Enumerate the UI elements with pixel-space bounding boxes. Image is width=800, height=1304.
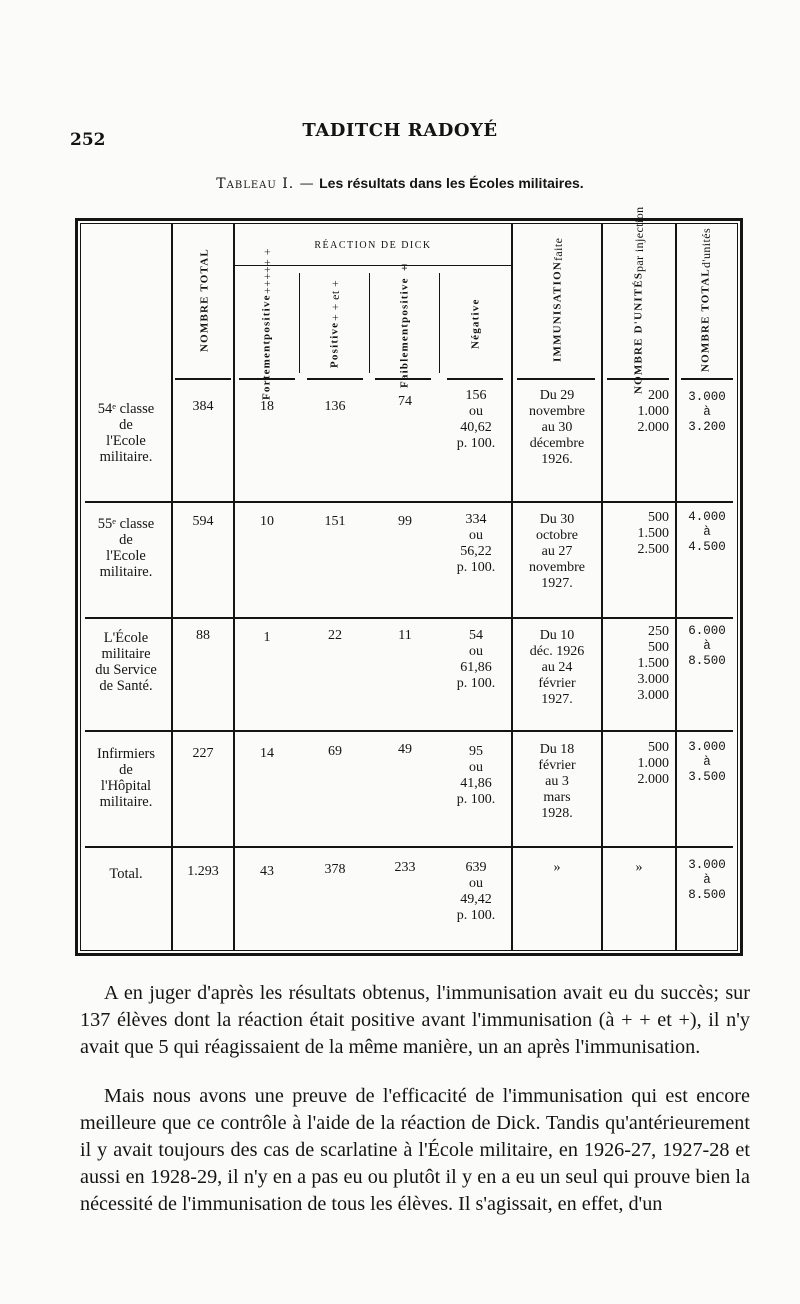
cell-fortement: 43 bbox=[260, 864, 274, 879]
cell-positive: 151 bbox=[324, 514, 346, 529]
header-positive-line1: Positive bbox=[328, 321, 341, 368]
cell-unites: 500 1.000 2.000 bbox=[637, 740, 669, 787]
cell-unites: 200 1.000 2.000 bbox=[637, 388, 669, 435]
header-unites-line1: NOMBRE D'UNITÉS bbox=[632, 271, 645, 394]
cell-total: 88 bbox=[196, 628, 210, 643]
cell-total: 227 bbox=[192, 746, 214, 761]
body-paragraph-2: Mais nous avons une preuve de l'efficacité de l'immunisation qui est encore meilleure que ce contrôle à l'aide de la réaction de Dick. Tandis qu'antérieurement il y avait toujours des cas de scarlatine à l'École militaire, en 1926-27, 1927-28 et aussi en 1928-29, il n'y en a pas eu ou plutôt il y en a eu un seul qui prouve bien la nécessité de l'immunisation de tous les élèves. Il s'agissait, en effet, d'un bbox=[80, 1085, 750, 1215]
cell-unites: 500 1.500 2.500 bbox=[637, 510, 669, 557]
header-reaction-de-dick: RÉACTION DE DICK bbox=[314, 240, 432, 251]
cell-positive: 69 bbox=[328, 744, 342, 759]
header-faiblement-line1: Faiblement bbox=[398, 322, 411, 388]
row-label: L'École militaire du Service de Santé. bbox=[95, 630, 157, 694]
row-label: 54ᵉ classe de l'Ecole militaire. bbox=[97, 401, 155, 465]
cell-fortement: 14 bbox=[260, 746, 274, 761]
header-bottom-rule bbox=[307, 378, 363, 380]
header-positive-line2: + + et + bbox=[327, 280, 342, 322]
header-immunisation-line2: faite bbox=[550, 237, 565, 262]
body-paragraph-1: A en juger d'après les résultats obtenus, l'immunisation avait eu du succès; sur 137 élèves dont la réaction était positive avant l'immunisation (à + + et +), il n'y avait que 5 qui réagissaient de la même manière, un an après l'immunisation. bbox=[80, 982, 750, 1058]
header-unites-line2: par injection bbox=[631, 206, 646, 272]
row-label-total: Total. bbox=[109, 866, 143, 882]
row-rule bbox=[85, 730, 733, 732]
cell-negative: 156 ou 40,62 p. 100. bbox=[456, 388, 496, 451]
cell-total-unites: 6.000 à 8.500 bbox=[688, 624, 726, 668]
header-total-unites bbox=[677, 230, 735, 370]
cell-unites: 250 500 1.500 3.000 3.000 bbox=[637, 624, 669, 703]
cell-negative: 54 ou 61,86 p. 100. bbox=[456, 628, 496, 691]
cell-total: 594 bbox=[192, 514, 214, 529]
header-faiblement-line2: positive ± bbox=[398, 260, 411, 323]
header-fortement-line1: Fortement bbox=[260, 339, 273, 401]
header-bottom-rule bbox=[447, 378, 503, 380]
cell-faiblement: 11 bbox=[398, 628, 412, 643]
cell-immunisation: Du 30 octobre au 27 novembre 1927. bbox=[529, 512, 585, 591]
header-bottom-rule bbox=[517, 378, 595, 380]
results-table bbox=[75, 206, 743, 956]
cell-negative: 95 ou 41,86 p. 100. bbox=[456, 744, 496, 807]
reaction-subcolumn-rule bbox=[299, 273, 300, 373]
header-negative: Négative bbox=[469, 298, 482, 350]
header-bottom-rule bbox=[175, 378, 231, 380]
cell-immunisation: Du 29 novembre au 30 décembre 1926. bbox=[529, 388, 585, 467]
header-immunisation-line1: IMMUNISATION bbox=[551, 261, 564, 363]
cell-total-unites: 3.000 à 3.200 bbox=[688, 390, 726, 434]
running-title: TADITCH RADOYÉ bbox=[302, 120, 498, 141]
row-rule bbox=[85, 846, 733, 848]
reaction-subcolumn-rule bbox=[369, 273, 370, 373]
row-rule bbox=[85, 501, 733, 503]
cell-unites: » bbox=[635, 860, 643, 875]
cell-immunisation: Du 10 déc. 1926 au 24 février 1927. bbox=[529, 628, 585, 707]
reaction-group-rule bbox=[233, 265, 511, 266]
header-total-unites-line2: d'unités bbox=[698, 228, 713, 269]
header-positive bbox=[301, 274, 369, 374]
cell-positive: 136 bbox=[324, 399, 346, 414]
cell-fortement: 1 bbox=[263, 630, 271, 645]
cell-fortement: 10 bbox=[260, 514, 274, 529]
row-rule bbox=[85, 617, 733, 619]
header-fortement-line3: +++ bbox=[259, 272, 274, 295]
cell-positive: 378 bbox=[324, 862, 346, 877]
cell-total: 384 bbox=[192, 399, 214, 414]
cell-total-unites: 3.000 à 8.500 bbox=[688, 858, 726, 902]
column-rule bbox=[171, 223, 173, 951]
cell-negative: 639 ou 49,42 p. 100. bbox=[456, 860, 496, 923]
table-caption-lead: Tableau I. — bbox=[216, 176, 315, 192]
header-unites-injection bbox=[603, 206, 675, 394]
row-label: Infirmiers de l'Hôpital militaire. bbox=[97, 746, 155, 810]
header-fortement-line2: positive bbox=[260, 294, 273, 340]
cell-negative: 334 ou 56,22 p. 100. bbox=[456, 512, 496, 575]
table-caption bbox=[0, 175, 800, 192]
cell-total: 1.293 bbox=[187, 864, 219, 879]
table-caption-title: Les résultats dans les Écoles militaires. bbox=[319, 175, 584, 191]
header-nombre-total: NOMBRE TOTAL bbox=[198, 248, 211, 352]
page-number: 252 bbox=[70, 130, 106, 150]
header-total-unites-line1: NOMBRE TOTAL bbox=[699, 268, 712, 372]
cell-total-unites: 3.000 à 3.500 bbox=[688, 740, 726, 784]
cell-faiblement: 74 bbox=[398, 394, 412, 409]
header-faiblement bbox=[371, 260, 439, 388]
cell-positive: 22 bbox=[328, 628, 342, 643]
row-label: 55ᵉ classe de l'Ecole militaire. bbox=[97, 516, 155, 580]
cell-immunisation: Du 18 février au 3 mars 1928. bbox=[538, 742, 576, 821]
header-fortement bbox=[235, 247, 299, 401]
cell-faiblement: 99 bbox=[398, 514, 412, 529]
cell-immunisation: » bbox=[553, 860, 561, 875]
cell-fortement: 18 bbox=[260, 399, 274, 414]
cell-faiblement: 49 bbox=[398, 742, 412, 757]
header-fortement-line4: ++ + bbox=[259, 247, 274, 273]
header-bottom-rule bbox=[681, 378, 733, 380]
header-immunisation bbox=[515, 230, 601, 370]
cell-total-unites: 4.000 à 4.500 bbox=[688, 510, 726, 554]
cell-faiblement: 233 bbox=[394, 860, 416, 875]
reaction-subcolumn-rule bbox=[439, 273, 440, 373]
